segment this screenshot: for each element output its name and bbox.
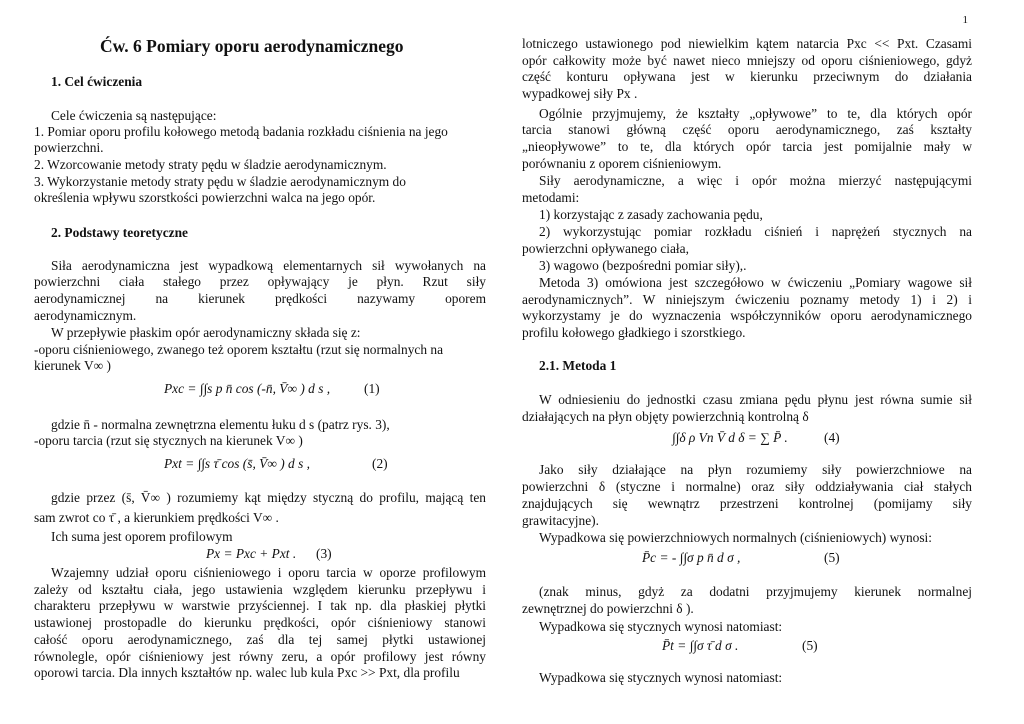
page-number: 1 xyxy=(962,14,968,26)
equation-5-number: (5) xyxy=(824,550,840,565)
p1-line-1: Siła aerodynamiczna jest wypadkową elementarnych sił wywołanych na xyxy=(51,258,486,273)
section-heading-2: 2. Podstawy teoretyczne xyxy=(51,225,188,240)
r1-line-2: opór całkowity może być nawet nieco mniejszy od oporu ciśnieniowego, gdyż xyxy=(522,53,972,68)
r10: Wypadkowa się stycznych wynosi natomiast: xyxy=(539,670,783,685)
r6-line-3: znajdujących się wewnątrz przestrzeni kontrolnej (pomijamy siły xyxy=(522,496,972,511)
method-2-line-1: 2) wykorzystując pomiar rozkładu ciśnień i naprężeń stycznych na xyxy=(539,224,972,239)
p4-line-6: równolegle, opór ciśnieniowy jest równy zeru, a opór profilowy jest równy xyxy=(34,649,486,664)
equation-4-number: (4) xyxy=(824,430,840,445)
page-title: Ćw. 6 Pomiary oporu aerodynamicznego xyxy=(100,36,404,56)
goal-3-line-1: 3. Wykorzystanie metody straty pędu w śladzie aerodynamicznym do xyxy=(34,174,406,189)
equation-3: Px = Pxc + Pxt . xyxy=(206,546,297,561)
p3: -oporu tarcia (rzut się stycznych na kierunek V∞ ) xyxy=(34,433,303,448)
where-2-line-1: gdzie przez (s̄, V̄∞ ) rozumiemy kąt między styczną do profilu, mającą ten xyxy=(51,490,486,505)
where-1: gdzie n̄ - normalna zewnętrzna elementu łuku d s (patrz rys. 3), xyxy=(51,417,390,432)
equation-2-number: (2) xyxy=(372,456,388,471)
section-heading-1: 1. Cel ćwiczenia xyxy=(51,74,143,89)
r6-line-2: powierzchni δ (styczne i normalne) oraz siły oddziaływania ciał stałych xyxy=(522,479,972,494)
method-3: 3) wagowo (bezpośredni pomiar siły),. xyxy=(539,258,747,273)
p4-line-1: Wzajemny udział oporu ciśnieniowego i oporu tarcia w oporze profilowym xyxy=(51,565,486,580)
p4-line-3: charakteru przepływu w warstwie przyściennej. I tak np. dla płaskiej płytki xyxy=(34,598,486,613)
goal-3-line-2: określenia wpływu szorstkości powierzchni walca na jego opór. xyxy=(34,190,376,205)
r8-line-1: (znak minus, gdyż za dodatni przyjmujemy kierunek normalnej xyxy=(539,584,972,599)
r1-line-3: część konturu opływana jest w kierunku przeciwnym do działania xyxy=(522,69,972,84)
r6-line-1: Jako siły działające na płyn rozumiemy siły powierzchniowe na xyxy=(539,462,972,477)
equation-5b: P̄t = ∫∫σ τ̄ d σ . xyxy=(662,638,739,653)
r4-line-1: Metoda 3) omówiona jest szczegółowo w ćwiczeniu „Pomiary wagowe sił xyxy=(539,275,972,290)
p4-line-5: całość oporu aerodynamicznego, zaś dla tej samej płytki ustawionej xyxy=(34,632,486,647)
p1-line-2: powierzchni ciała stałego przez opływający je płyn. Rzut siły xyxy=(34,274,486,289)
p2-line-3: kierunek V∞ ) xyxy=(34,358,111,373)
r3-line-1: Siły aerodynamiczne, a więc i opór można mierzyć następującymi xyxy=(539,173,972,188)
where-2-line-2: sam zwrot co τ̄ , a kierunkiem prędkości V∞ . xyxy=(34,510,279,525)
r6-line-4: grawitacyjne). xyxy=(522,513,599,528)
equation-5: P̄c = - ∫∫σ p n̄ d σ , xyxy=(642,550,741,565)
p4-line-2: zależy od kształtu ciała, jego ustawienia względem kierunku przepływu i xyxy=(34,582,486,597)
r4-line-4: profilu kołowego gładkiego i szorstkiego. xyxy=(522,325,746,340)
goals-intro: Cele ćwiczenia są następujące: xyxy=(51,108,217,123)
r1-line-4: wypadkowej siły Px . xyxy=(522,86,638,101)
p4-line-7: oporowi tarcia. Dla innych kształtów np. walec lub kula Pxc >> Pxt, dla profilu xyxy=(34,665,460,680)
r2-line-2: tarcia stanowi główną część oporu aerodynamicznego, zaś kształty xyxy=(522,122,972,137)
equation-3-number: (3) xyxy=(316,546,332,561)
p2-line-1: W przepływie płaskim opór aerodynamiczny składa się z: xyxy=(51,325,361,340)
equation-1-number: (1) xyxy=(364,381,380,396)
goal-1-line-1: 1. Pomiar oporu profilu kołowego metodą badania rozkładu ciśnienia na jego xyxy=(34,124,448,139)
r5-line-2: działających na płyn objęty powierzchnią kontrolną δ xyxy=(522,409,809,424)
equation-1: Pxc = ∫∫s p n̄ cos (-n̄, V̄∞ ) d s , xyxy=(164,381,331,396)
r2-line-1: Ogólnie przyjmujemy, że kształty „opływowe” to te, dla których opór xyxy=(539,106,972,121)
r2-line-3: „nieopływowe” to te, dla których opór tarcia jest pomijalnie mały w xyxy=(522,139,972,154)
method-2-line-2: powierzchni opływanego ciała, xyxy=(522,241,689,256)
r8-line-2: zewnętrznej do powierzchni δ ). xyxy=(522,601,694,616)
r2-line-4: porównaniu z oporem ciśnieniowym. xyxy=(522,156,722,171)
r1-line-1: lotniczego ustawionego pod niewielkim kątem natarcia Pxc << Pxt. Czasami xyxy=(522,36,972,51)
p4-line-4: ustawionej prostopadle do kierunku prędkości, opór ciśnieniowy stanowi xyxy=(34,615,486,630)
r5-line-1: W odniesieniu do jednostki czasu zmiana pędu płynu jest równa sumie sił xyxy=(539,392,972,407)
method-1: 1) korzystając z zasady zachowania pędu, xyxy=(539,207,763,222)
p1-line-3: aerodynamicznej na kierunek prędkości nazywamy oporem xyxy=(34,291,486,306)
r9: Wypadkowa się stycznych wynosi natomiast: xyxy=(539,619,783,634)
equation-4: ∫∫δ ρ Vn V̄ d δ = ∑ P̄ . xyxy=(672,430,788,445)
sum-intro: Ich suma jest oporem profilowym xyxy=(51,529,233,544)
equation-5b-number: (5) xyxy=(802,638,818,653)
r7: Wypadkowa się powierzchniowych normalnych (ciśnieniowych) wynosi: xyxy=(539,530,932,545)
p1-line-4: aerodynamicznym. xyxy=(34,308,137,323)
r4-line-2: aerodynamicznych”. W niniejszym ćwiczeniu poznamy metody 1) i 2) i xyxy=(522,292,972,307)
goal-2: 2. Wzorcowanie metody straty pędu w śladzie aerodynamicznym. xyxy=(34,157,387,172)
equation-2: Pxt = ∫∫s τ̄ cos (s̄, V̄∞ ) d s , xyxy=(164,456,311,471)
goal-1-line-2: powierzchni. xyxy=(34,140,104,155)
section-heading-2-1: 2.1. Metoda 1 xyxy=(539,358,617,373)
p2-line-2: -oporu ciśnieniowego, zwanego też oporem kształtu (rzut się normalnych na xyxy=(34,342,444,357)
r3-line-2: metodami: xyxy=(522,190,580,205)
r4-line-3: wykorzystamy je do wyznaczenia współczynników oporu aerodynamicznego xyxy=(522,308,972,323)
